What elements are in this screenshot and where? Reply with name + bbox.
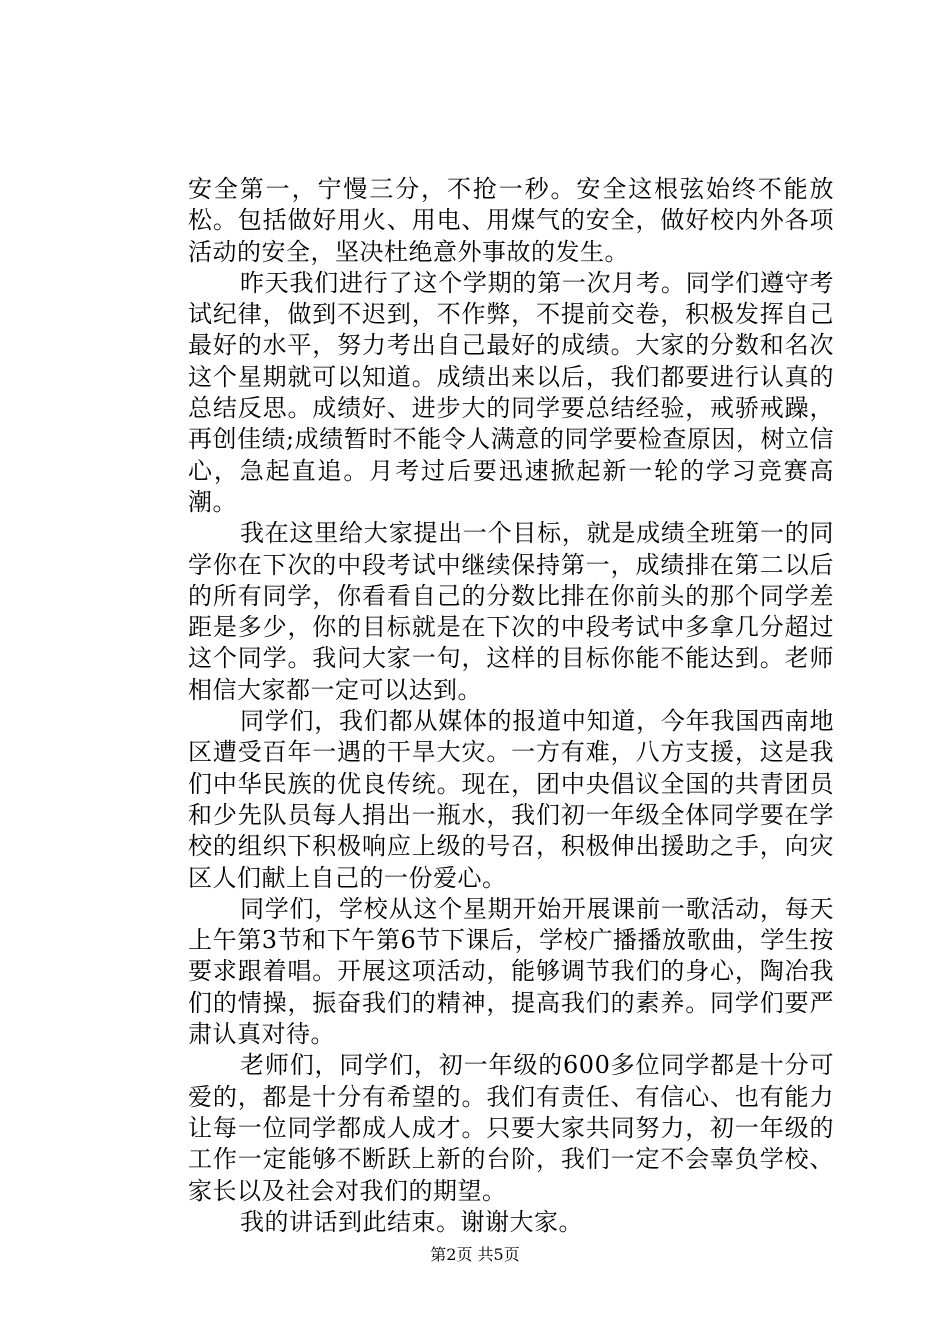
paragraph-encouragement: 老师们，同学们，初一年级的600多位同学都是十分可爱的，都是十分有希望的。我们有责任、有信心、也有能力让每一位同学都成人成才。只要大家共同努力，初一年级的工作一定能够不断跃上新的台阶，我们一定不会辜负学校、家长以及社会对我们的期望。 xyxy=(188,1051,834,1205)
paragraph-monthly-exam: 昨天我们进行了这个学期的第一次月考。同学们遵守考试纪律，做到不迟到，不作弊，不提前交卷，积极发挥自己最好的水平，努力考出自己最好的成绩。大家的分数和名次这个星期就可以知道。成绩出来以后，我们都要进行认真的总结反思。成绩好、进步大的同学要总结经验，戒骄戒躁，再创佳绩;成绩暂时不能令人满意的同学要检查原因，树立信心，急起直追。月考过后要迅速掀起新一轮的学习竞赛高潮。 xyxy=(188,268,834,516)
paragraph-drought-relief: 同学们，我们都从媒体的报道中知道，今年我国西南地区遭受百年一遇的干旱大灾。一方有难，八方支援，这是我们中华民族的优良传统。现在，团中央倡议全国的共青团员和少先队员每人捐出一瓶水，我们初一年级全体同学要在学校的组织下积极响应上级的号召，积极伸出援助之手，向灾区人们献上自己的一份爱心。 xyxy=(188,707,834,892)
paragraph-safety: 安全第一，宁慢三分，不抢一秒。安全这根弦始终不能放松。包括做好用火、用电、用煤气的安全，做好校内外各项活动的安全，坚决杜绝意外事故的发生。 xyxy=(188,175,834,266)
paragraph-goal: 我在这里给大家提出一个目标，就是成绩全班第一的同学你在下次的中段考试中继续保持第一，成绩排在第二以后的所有同学，你看看自己的分数比排在你前头的那个同学差距是多少，你的目标就是在下次的中段考试中多拿几分超过这个同学。我问大家一句，这样的目标你能不能达到。老师相信大家都一定可以达到。 xyxy=(188,519,834,704)
document-body xyxy=(188,174,834,1238)
paragraph-closing: 我的讲话到此结束。谢谢大家。 xyxy=(240,1207,583,1236)
paragraph-singing-activity: 同学们，学校从这个星期开始开展课前一歌活动，每天上午第3节和下午第6节下课后，学校广播播放歌曲，学生按要求跟着唱。开展这项活动，能够调节我们的身心，陶冶我们的情操，振奋我们的精神，提高我们的素养。同学们要严肃认真对待。 xyxy=(188,894,834,1049)
page-number-footer: 第2页 共5页 xyxy=(430,1245,520,1264)
